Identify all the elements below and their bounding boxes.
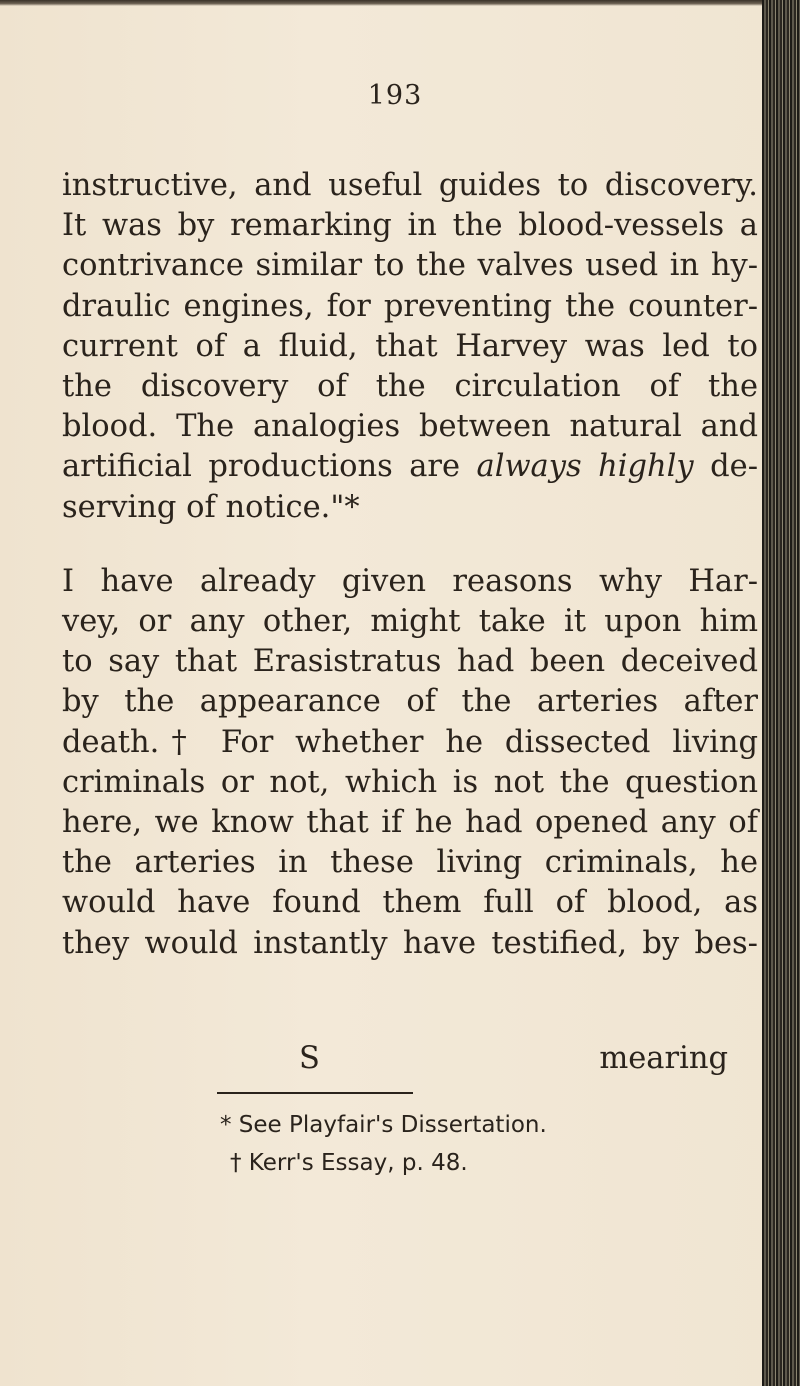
signature-mark: S	[299, 1041, 320, 1076]
text-line: to say that Erasistratus had been deceived	[62, 644, 758, 680]
text-line: I have already given reasons why Har-	[62, 563, 758, 599]
text-line: It was by remarking in the blood-vessels a	[62, 208, 758, 244]
text-line: serving of notice."*	[62, 489, 360, 525]
text-line: current of a fluid, that Harvey was led to	[62, 328, 758, 364]
footnote: † Kerr's Essay, p. 48.	[230, 1150, 468, 1176]
footnotes	[220, 1106, 547, 1182]
text-line: contrivance similar to the valves used in hy-	[62, 248, 758, 284]
text-line: vey, or any other, might take it upon him	[62, 604, 758, 640]
line-segment: artificial productions are	[62, 449, 477, 485]
line-segment: de-	[693, 449, 759, 485]
page-top-edge	[0, 0, 790, 6]
footnote: * See Playfair's Dissertation.	[220, 1112, 547, 1138]
catchword-row	[62, 1039, 758, 1079]
text-line: by the appearance of the arteries after	[62, 684, 758, 720]
page-number: 193	[367, 80, 423, 111]
text-line: draulic engines, for preventing the counter-	[62, 288, 758, 324]
text-line: criminals or not, which is not the question	[62, 764, 758, 800]
text-line: the arteries in these living criminals, he	[62, 845, 758, 881]
text-line: death.† For whether he dissected living	[62, 724, 758, 760]
paragraph-gap	[62, 528, 758, 562]
body-text	[62, 166, 758, 964]
text-line: instructive, and useful guides to discovery.	[62, 168, 758, 203]
italic-phrase: always highly	[476, 449, 694, 485]
book-spine	[762, 0, 800, 1386]
text-line: the discovery of the circulation of the	[62, 369, 758, 405]
text-line: they would instantly have testified, by bes-	[62, 925, 758, 961]
text-line: would have found them full of blood, as	[62, 885, 758, 921]
text-line: blood. The analogies between natural and	[62, 409, 758, 445]
text-line-with-italics	[62, 447, 758, 487]
catchword: mearing	[599, 1041, 728, 1076]
text-line: here, we know that if he had opened any of	[62, 805, 758, 841]
footnote-rule	[217, 1092, 413, 1094]
